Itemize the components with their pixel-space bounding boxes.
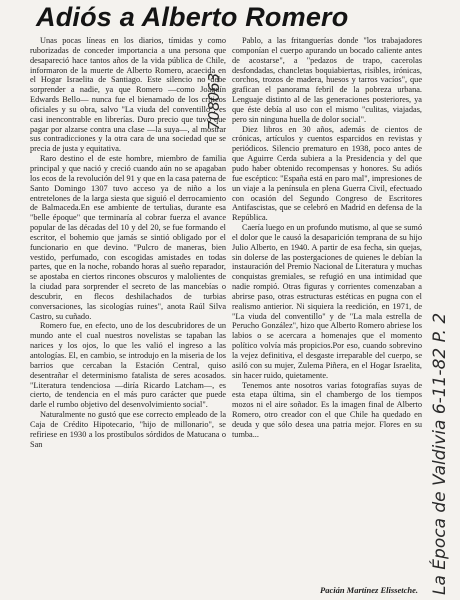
article-byline: Pacián Martínez Elissetche. (320, 585, 418, 595)
paragraph: Unas pocas líneas en los diarios, tímidas y como ruborizadas de conceder importancia a una persona que desapareció hace tantos años de la vida pública de Chile, informaron de la muerte de Alberto Romero, acaecida en el Hogar Israelita de Santiago. Este silencio no debe sorprender a nadie, ya que Romero —como Joaquín Edwards Bello— nunca fue el bienamado de los críticos oficiales y su obra, salvo "La viuda del conventillo", es casi inencontrable en librerías. Duro precio que tuvo que pagar por alzarse contra una clase —la suya—, al mostrar sus contradicciones y la otra cara de una sociedad que se precia de justa y equitativa. (30, 36, 226, 154)
article-left-column (30, 36, 226, 449)
paragraph: Naturalmente no gustó que ese correcto empleado de la Caja de Crédito Hipotecario, "hijo de millonario", se refiriese en 1930 a los prostíbulos sórdidos de Matucana o San (30, 410, 226, 449)
paragraph: Pablo, a las fritanguerías donde "los trabajadores componían el cuerpo apurando un bocado caliente antes de acostarse", a "pedazos de trapo, cacerolas desfondadas, chancletas boquiabiertas, risibles, irónicas, corchos, trozos de madera, huesos y tarros vacíos", que grafican el panorama febril de la pobreza urbana. Lenguaje distinto al de las generaciones posteriores, ya que éste debía al uso con el mismo "culitas, viajadas, pero sin ninguna huella de dolor social". (232, 36, 422, 124)
handwritten-source-note: La Época de Valdivia 6-11-82 P. 2 (430, 312, 450, 595)
article-title: Adiós a Alberto Romero (36, 2, 349, 32)
paragraph: Raro destino el de este hombre, miembro de familia principal y que nació y creció cuando aún no se apagaban los ecos de la revolución del 91 y que en la casa paterna de Santo Domingo 1307 tuvo acceso ya de niño a los entretelones de la larga siesta que siguió el derrocamiento de Balmaceda.En ese ambiente de tertulias, durante esa "belle époque" que terminaría al cobrar fuerza el avance popular de las décadas del 10 y del 20, se fue formando el escritor, el bohemio que jamás se sintió obligado por el funcionario en que devino. "Pulcro de maneras, bien vestido, perfumado, con escogidas amistades en todas partes, que en la noche, robando horas al sueño reparador, se apostaba en ciertos rincones obscuros y malolientes de la ciudad para sorprender el secreto de las mancebías o descubrir, en flecos deshilachados de turbias conversaciones, las sicologías ruines", anota Raúl Silva Castro, su cuñado. (30, 154, 226, 321)
paragraph: Romero fue, en efecto, uno de los descubridores de un mundo ante el cual nuestros novelistas se tapaban las narices y los ojos, lo que les valió el ingreso a las antologías. El, en cambio, se introdujo en la miseria de los barrios que cercaban la Estación Central, quiso desentrañar el determinismo fatalista de seres acosados. "Literatura tendenciosa —diría Ricardo Latcham—, es cierto, de tendencia en el más puro carácter que puede darle el rumbo objetivo del desenvolvimiento social". (30, 321, 226, 410)
paragraph: Tenemos ante nosotros varias fotografías suyas de esta etapa última, sin el chambergo de los tiempos mozos ni el aire soñador. Es la imagen final de Alberto Romero, otro creador con el que Chile ha quedado en deuda y que sólo desea una patria mejor. Flores en su tumba... (232, 380, 422, 439)
handwritten-archive-id: 708063 (205, 72, 223, 130)
paragraph: Caería luego en un profundo mutismo, al que se sumó el dolor que le causó la desaparición temprana de su hijo Julio Alberto, en 1940. A partir de esa fecha, sin quejas, sin dolerse de las postergaciones de quienes le debían la instauración del Premio Nacional de Literatura y muchas conquistas gremiales, se refugió en una intimidad que nadie rompió. Otras figuras y corrientes comenzaban a abrirse paso, otras estructuras estéticas en pugna con el realismo antierior. Ni siquiera la reedición, en 1971, de "La viuda del conventillo" y de "La mala estrella de Perucho González", hizo que Alberto Romero abriese los labios o se acercara a homenajes que el momento político volvía más propicios.Por eso, cuando sobrevino la vejez definitiva, el desgaste irreparable del cuerpo, se asiló con su mujer, Zulema Piñera, en el Hogar Israelita, sin hacer ruido, quietamente. (232, 223, 422, 380)
article-right-column (232, 36, 422, 440)
paragraph: Diez libros en 30 años, además de cientos de crónicas, artículos y cuentos esparcidos en revistas y periódicos. Silencio prematuro en 1938, poco antes de que Aguirre Cerda subiera a la Presidencia y del que pudo haber obtenido recompensas y honores. Su adiós fue escéptico: "España está en paro mal", impresiones de un viaje a la península en plena Guerra Civil, efectuado con ocasión del Segundo Congreso de Escritores Antifascistas, que se celebró en Madrid en defensa de la República. (232, 124, 422, 223)
